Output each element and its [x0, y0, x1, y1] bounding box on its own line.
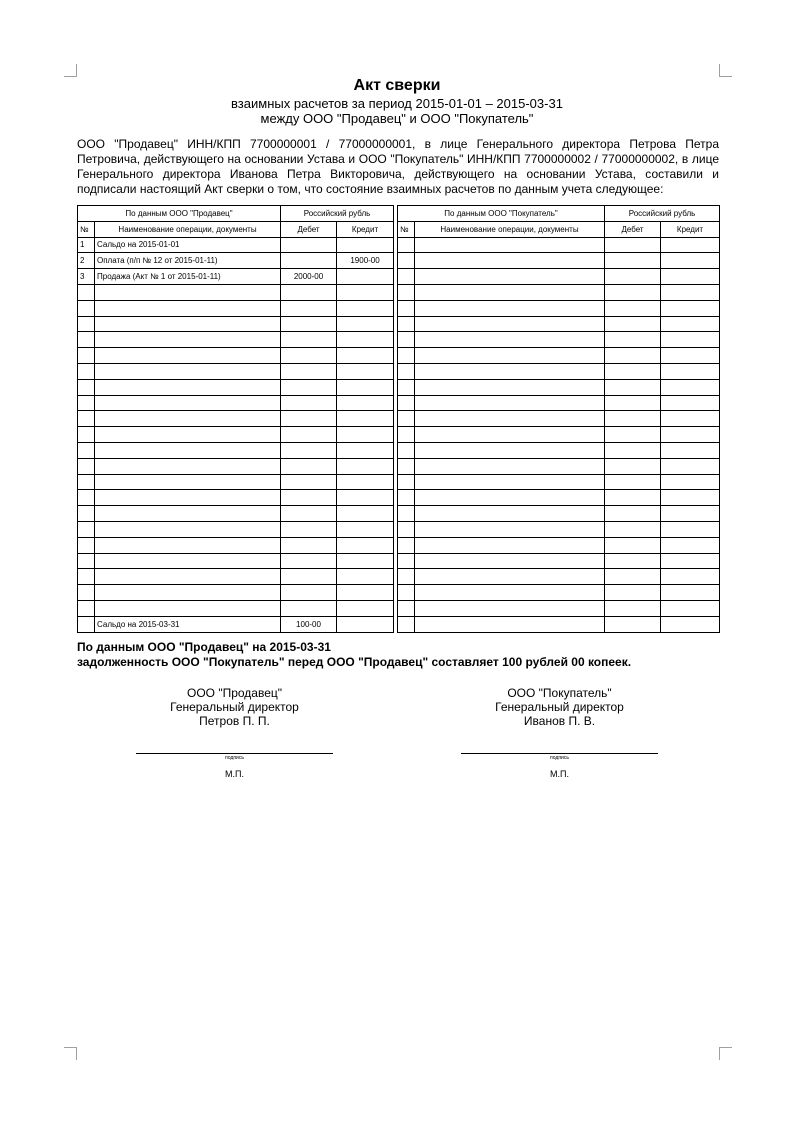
- table-row: [398, 427, 720, 443]
- debit-cell: [281, 395, 337, 411]
- row-number-cell: [398, 269, 415, 285]
- credit-cell: [661, 395, 720, 411]
- row-number-cell: [398, 521, 415, 537]
- conclusion: [77, 640, 631, 670]
- column-header-credit: Кредит: [661, 221, 720, 237]
- operation-cell: [95, 569, 281, 585]
- debit-cell: [281, 569, 337, 585]
- debit-cell: [605, 379, 661, 395]
- debit-cell: [605, 237, 661, 253]
- table-row: [398, 300, 720, 316]
- credit-cell: [661, 537, 720, 553]
- debit-cell: [605, 442, 661, 458]
- credit-cell: [661, 363, 720, 379]
- row-number-cell: [398, 316, 415, 332]
- buyer-group-header: По данным ООО "Покупатель": [398, 206, 605, 222]
- table-row: [398, 395, 720, 411]
- debit-cell: [281, 379, 337, 395]
- table-row: [78, 316, 394, 332]
- operation-cell: Оплата (п/п № 12 от 2015-01-11): [95, 253, 281, 269]
- operation-cell: [415, 442, 605, 458]
- row-number-cell: [78, 553, 95, 569]
- credit-cell: [661, 490, 720, 506]
- debit-cell: [281, 442, 337, 458]
- debit-cell: [605, 316, 661, 332]
- row-number-cell: [398, 284, 415, 300]
- debit-cell: [605, 521, 661, 537]
- table-row: [78, 537, 394, 553]
- operation-cell: [415, 600, 605, 616]
- row-number-cell: [398, 395, 415, 411]
- table-row: [398, 521, 720, 537]
- buyer-position: Генеральный директор: [495, 700, 624, 714]
- credit-cell: [337, 537, 394, 553]
- row-number-cell: 3: [78, 269, 95, 285]
- conclusion-line-1: По данным ООО "Продавец" на 2015-03-31: [77, 640, 331, 654]
- operation-cell: [415, 490, 605, 506]
- operation-cell: [415, 521, 605, 537]
- credit-cell: [661, 379, 720, 395]
- seller-signature-caption: подпись: [225, 755, 244, 761]
- credit-cell: [337, 269, 394, 285]
- operation-cell: [95, 537, 281, 553]
- credit-cell: [661, 474, 720, 490]
- credit-cell: [337, 600, 394, 616]
- table-row: [398, 600, 720, 616]
- operation-cell: [95, 600, 281, 616]
- debit-cell: [605, 363, 661, 379]
- row-number-cell: [78, 537, 95, 553]
- credit-cell: [661, 411, 720, 427]
- credit-cell: [337, 237, 394, 253]
- table-row: [398, 537, 720, 553]
- row-number-cell: 2: [78, 253, 95, 269]
- table-row: [398, 411, 720, 427]
- credit-cell: [337, 490, 394, 506]
- operation-cell: [95, 348, 281, 364]
- row-number-cell: [398, 379, 415, 395]
- row-number-cell: [398, 474, 415, 490]
- row-number-cell: [398, 442, 415, 458]
- debit-cell: [281, 316, 337, 332]
- table-row: [398, 253, 720, 269]
- operation-cell: [415, 537, 605, 553]
- table-row: [398, 506, 720, 522]
- currency-header: Российский рубль: [281, 206, 394, 222]
- table-column-header-row: [78, 221, 394, 237]
- row-number-cell: [78, 585, 95, 601]
- debit-cell: [605, 474, 661, 490]
- document-title: Акт сверки: [353, 77, 441, 94]
- operation-cell: Продажа (Акт № 1 от 2015-01-11): [95, 269, 281, 285]
- operation-cell: Сальдо на 2015-01-01: [95, 237, 281, 253]
- debit-cell: [281, 600, 337, 616]
- table-row: [78, 332, 394, 348]
- operation-cell: [415, 253, 605, 269]
- debit-cell: [281, 521, 337, 537]
- operation-cell: [415, 585, 605, 601]
- credit-cell: [661, 269, 720, 285]
- table-row: [398, 616, 720, 632]
- debit-cell: [281, 506, 337, 522]
- table-row: [78, 553, 394, 569]
- operation-cell: [415, 316, 605, 332]
- credit-cell: [661, 300, 720, 316]
- table-row: [78, 490, 394, 506]
- table-row: [78, 442, 394, 458]
- operation-cell: [95, 332, 281, 348]
- operation-cell: [415, 332, 605, 348]
- table-row: [78, 379, 394, 395]
- table-row: [78, 348, 394, 364]
- table-row: [398, 237, 720, 253]
- debit-cell: [281, 458, 337, 474]
- debit-cell: [281, 537, 337, 553]
- debit-cell: [605, 411, 661, 427]
- column-header-operation: Наименование операции, документы: [415, 221, 605, 237]
- table-row: [78, 569, 394, 585]
- credit-cell: [337, 300, 394, 316]
- row-number-cell: [398, 537, 415, 553]
- buyer-signature-block: [461, 686, 658, 728]
- seller-reconciliation-table: [77, 205, 394, 633]
- debit-cell: [281, 300, 337, 316]
- seller-position: Генеральный директор: [170, 700, 299, 714]
- table-row: [398, 490, 720, 506]
- buyer-stamp-place: М.П.: [550, 769, 569, 779]
- page-corner-mark-bottom-left: [64, 1047, 77, 1060]
- operation-cell: [415, 553, 605, 569]
- table-header-row: [78, 206, 394, 222]
- table-row: [78, 474, 394, 490]
- seller-group-header: По данным ООО "Продавец": [78, 206, 281, 222]
- document-subtitle-period: взаимных расчетов за период 2015-01-01 – 2015-03-31: [231, 96, 563, 111]
- credit-cell: [661, 348, 720, 364]
- row-number-cell: [398, 458, 415, 474]
- debit-cell: [605, 569, 661, 585]
- operation-cell: [415, 379, 605, 395]
- credit-cell: [337, 569, 394, 585]
- row-number-cell: [78, 411, 95, 427]
- row-number-cell: [78, 569, 95, 585]
- credit-cell: [661, 553, 720, 569]
- row-number-cell: [398, 600, 415, 616]
- row-number-cell: [78, 348, 95, 364]
- page-corner-mark-bottom-right: [719, 1047, 732, 1060]
- operation-cell: [415, 411, 605, 427]
- table-row: [398, 553, 720, 569]
- debit-cell: [605, 506, 661, 522]
- debit-cell: [605, 253, 661, 269]
- row-number-cell: [398, 332, 415, 348]
- row-number-cell: [78, 474, 95, 490]
- row-number-cell: [78, 395, 95, 411]
- credit-cell: [337, 442, 394, 458]
- currency-header: Российский рубль: [605, 206, 720, 222]
- credit-cell: [661, 585, 720, 601]
- buyer-reconciliation-table: [397, 205, 720, 633]
- row-number-cell: [398, 490, 415, 506]
- column-header-credit: Кредит: [337, 221, 394, 237]
- debit-cell: [605, 537, 661, 553]
- credit-cell: [661, 569, 720, 585]
- table-row: [78, 363, 394, 379]
- table-row: [78, 506, 394, 522]
- intro-paragraph: ООО "Продавец" ИНН/КПП 7700000001 / 77000000001, в лице Генерального директора Петрова Петра Петровича, действующего на основании Устава и ООО "Покупатель" ИНН/КПП 7700000002 / 77000000002, в лице Генерального директора Иванова Петра Викторовича, действующего на основании Устава, составили и подписали настоящий Акт сверки о том, что состояние взаимных расчетов по данным учета следующее:: [77, 137, 719, 196]
- table-row: [78, 427, 394, 443]
- operation-cell: [415, 616, 605, 632]
- row-number-cell: [398, 237, 415, 253]
- debit-cell: [281, 348, 337, 364]
- debit-cell: [281, 474, 337, 490]
- debit-cell: [281, 490, 337, 506]
- seller-signer-name: Петров П. П.: [199, 714, 270, 728]
- operation-cell: [415, 348, 605, 364]
- column-header-debit: Дебет: [281, 221, 337, 237]
- row-number-cell: [398, 506, 415, 522]
- credit-cell: [337, 411, 394, 427]
- table-row: [398, 569, 720, 585]
- credit-cell: [661, 458, 720, 474]
- debit-cell: [281, 363, 337, 379]
- row-number-cell: [78, 442, 95, 458]
- credit-cell: 1900-00: [337, 253, 394, 269]
- row-number-cell: [78, 458, 95, 474]
- operation-cell: [95, 316, 281, 332]
- row-number-cell: [398, 585, 415, 601]
- debit-cell: [281, 284, 337, 300]
- column-header-number: №: [398, 221, 415, 237]
- row-number-cell: [398, 253, 415, 269]
- row-number-cell: [398, 553, 415, 569]
- operation-cell: [95, 395, 281, 411]
- debit-cell: [281, 585, 337, 601]
- table-row: [398, 269, 720, 285]
- seller-signature-block: [136, 686, 333, 728]
- operation-cell: [95, 379, 281, 395]
- operation-cell: [415, 300, 605, 316]
- credit-cell: [661, 442, 720, 458]
- credit-cell: [661, 237, 720, 253]
- credit-cell: [661, 521, 720, 537]
- operation-cell: [95, 411, 281, 427]
- closing-balance-credit: [337, 616, 394, 632]
- table-row: [78, 411, 394, 427]
- table-row: [78, 284, 394, 300]
- row-number-cell: [78, 616, 95, 632]
- row-number-cell: [398, 427, 415, 443]
- table-row: [78, 600, 394, 616]
- table-row: [398, 474, 720, 490]
- debit-cell: [281, 553, 337, 569]
- debit-cell: [605, 395, 661, 411]
- page-corner-mark-top-right: [719, 64, 732, 77]
- row-number-cell: 1: [78, 237, 95, 253]
- closing-balance-row: [78, 616, 394, 632]
- table-row: [78, 253, 394, 269]
- debit-cell: [605, 332, 661, 348]
- operation-cell: [95, 427, 281, 443]
- debit-cell: [281, 253, 337, 269]
- row-number-cell: [78, 332, 95, 348]
- debit-cell: [605, 616, 661, 632]
- column-header-number: №: [78, 221, 95, 237]
- credit-cell: [661, 284, 720, 300]
- credit-cell: [661, 253, 720, 269]
- buyer-signature-caption: подпись: [550, 755, 569, 761]
- credit-cell: [661, 506, 720, 522]
- credit-cell: [337, 521, 394, 537]
- row-number-cell: [398, 411, 415, 427]
- credit-cell: [661, 332, 720, 348]
- closing-balance-debit: 100-00: [281, 616, 337, 632]
- credit-cell: [661, 600, 720, 616]
- table-row: [398, 348, 720, 364]
- row-number-cell: [78, 506, 95, 522]
- operation-cell: [415, 237, 605, 253]
- row-number-cell: [78, 600, 95, 616]
- seller-stamp-place: М.П.: [225, 769, 244, 779]
- table-row: [78, 300, 394, 316]
- page-corner-mark-top-left: [64, 64, 77, 77]
- operation-cell: [415, 427, 605, 443]
- operation-cell: [95, 506, 281, 522]
- credit-cell: [337, 427, 394, 443]
- debit-cell: [281, 411, 337, 427]
- row-number-cell: [398, 616, 415, 632]
- row-number-cell: [78, 300, 95, 316]
- debit-cell: [605, 490, 661, 506]
- debit-cell: [281, 332, 337, 348]
- table-row: [78, 269, 394, 285]
- credit-cell: [337, 458, 394, 474]
- row-number-cell: [78, 363, 95, 379]
- credit-cell: [337, 395, 394, 411]
- closing-balance-label: Сальдо на 2015-03-31: [95, 616, 281, 632]
- table-column-header-row: [398, 221, 720, 237]
- debit-cell: [605, 553, 661, 569]
- operation-cell: [95, 474, 281, 490]
- debit-cell: [605, 585, 661, 601]
- credit-cell: [337, 379, 394, 395]
- credit-cell: [337, 506, 394, 522]
- operation-cell: [415, 506, 605, 522]
- operation-cell: [95, 363, 281, 379]
- table-row: [78, 585, 394, 601]
- row-number-cell: [78, 427, 95, 443]
- table-row: [398, 458, 720, 474]
- operation-cell: [95, 300, 281, 316]
- operation-cell: [95, 490, 281, 506]
- table-row: [398, 442, 720, 458]
- operation-cell: [95, 458, 281, 474]
- document-subtitle-parties: между ООО "Продавец" и ООО "Покупатель": [260, 111, 534, 126]
- operation-cell: [95, 442, 281, 458]
- credit-cell: [661, 427, 720, 443]
- column-header-debit: Дебет: [605, 221, 661, 237]
- debit-cell: [605, 348, 661, 364]
- row-number-cell: [78, 316, 95, 332]
- credit-cell: [337, 474, 394, 490]
- table-row: [78, 395, 394, 411]
- row-number-cell: [398, 300, 415, 316]
- debit-cell: [281, 237, 337, 253]
- table-row: [398, 363, 720, 379]
- debit-cell: [605, 427, 661, 443]
- table-row: [78, 521, 394, 537]
- buyer-signature-line: [461, 753, 658, 754]
- debit-cell: [605, 269, 661, 285]
- debit-cell: 2000-00: [281, 269, 337, 285]
- operation-cell: [95, 553, 281, 569]
- credit-cell: [337, 316, 394, 332]
- row-number-cell: [78, 521, 95, 537]
- operation-cell: [415, 395, 605, 411]
- credit-cell: [337, 585, 394, 601]
- seller-company: ООО "Продавец": [186, 686, 283, 700]
- table-header-row: [398, 206, 720, 222]
- row-number-cell: [398, 569, 415, 585]
- table-row: [78, 237, 394, 253]
- debit-cell: [605, 458, 661, 474]
- buyer-company: ООО "Покупатель": [507, 686, 612, 700]
- buyer-signer-name: Иванов П. В.: [523, 714, 596, 728]
- operation-cell: [415, 269, 605, 285]
- credit-cell: [337, 553, 394, 569]
- debit-cell: [281, 427, 337, 443]
- debit-cell: [605, 600, 661, 616]
- seller-signature-line: [136, 753, 333, 754]
- credit-cell: [337, 363, 394, 379]
- table-row: [398, 379, 720, 395]
- row-number-cell: [78, 490, 95, 506]
- row-number-cell: [398, 363, 415, 379]
- row-number-cell: [78, 284, 95, 300]
- operation-cell: [95, 284, 281, 300]
- credit-cell: [661, 316, 720, 332]
- row-number-cell: [78, 379, 95, 395]
- operation-cell: [95, 521, 281, 537]
- credit-cell: [337, 348, 394, 364]
- operation-cell: [415, 458, 605, 474]
- operation-cell: [415, 284, 605, 300]
- operation-cell: [95, 585, 281, 601]
- credit-cell: [337, 284, 394, 300]
- operation-cell: [415, 569, 605, 585]
- row-number-cell: [398, 348, 415, 364]
- table-row: [398, 332, 720, 348]
- debit-cell: [605, 300, 661, 316]
- debit-cell: [605, 284, 661, 300]
- table-row: [398, 585, 720, 601]
- column-header-operation: Наименование операции, документы: [95, 221, 281, 237]
- operation-cell: [415, 363, 605, 379]
- operation-cell: [415, 474, 605, 490]
- credit-cell: [337, 332, 394, 348]
- conclusion-line-2: задолженность ООО "Покупатель" перед ООО "Продавец" составляет 100 рублей 00 копеек.: [77, 655, 632, 669]
- table-row: [398, 284, 720, 300]
- table-row: [78, 458, 394, 474]
- credit-cell: [661, 616, 720, 632]
- table-row: [398, 316, 720, 332]
